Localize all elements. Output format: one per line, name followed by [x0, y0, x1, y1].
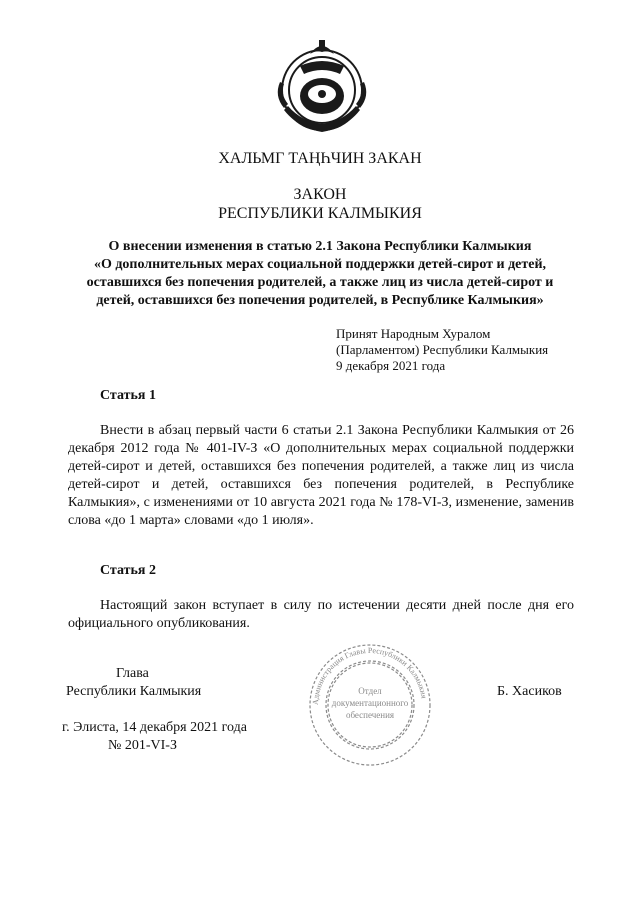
adoption-date: 9 декабря 2021 года — [336, 358, 446, 373]
place-date: г. Элиста, 14 декабря 2021 года — [62, 720, 247, 735]
article-2-heading: Статья 2 — [100, 563, 156, 578]
adoption-line: (Парламентом) Республики Калмыкия — [336, 342, 549, 357]
official-seal-icon — [300, 640, 440, 770]
subject-line: детей, оставшихся без попечения родителей, в Республике Калмыкия» — [96, 293, 544, 308]
law-title: ЗАКОН — [293, 186, 347, 203]
subject-line: оставшихся без попечения родителей, а также лиц из числа детей-сирот и — [86, 275, 554, 290]
kalmykia-emblem-icon — [270, 36, 374, 140]
signatory-title: Глава — [116, 666, 149, 681]
adoption-info — [336, 326, 548, 374]
signatory-name: Б. Хасиков — [497, 684, 562, 699]
kalmyk-title: ХАЛЬМГ ТАҢҺЧИН ЗАКАН — [218, 150, 422, 167]
article-1-text: Внести в абзац первый части 6 статьи 2.1 Закона Республики Калмыкия от 26 декабря 2012 года № 401-IV-З «О дополнительных мерах социальной поддержки детей-сирот и детей, оставшихся без попечения родителей, а также лиц из числа детей-сирот и детей, оставшихся без попечения родителей, в Республике Калмыкия», с изменениями от 10 августа 2021 года № 178-VI-З, изменение, заменив слова «до 1 марта» словами «до 1 июля». — [68, 423, 574, 528]
subject-line: «О дополнительных мерах социальной поддержки детей-сирот и детей, — [93, 257, 547, 272]
seal-center-line: Отдел — [358, 686, 382, 696]
article-2-text: Настоящий закон вступает в силу по истечении десяти дней после дня его официального опубликования. — [68, 598, 574, 631]
adoption-line: Принят Народным Хуралом — [336, 326, 491, 341]
law-title-republic: РЕСПУБЛИКИ КАЛМЫКИЯ — [218, 205, 422, 222]
seal-center-line: документационного — [331, 698, 409, 708]
article-1-heading: Статья 1 — [100, 388, 156, 403]
law-number: № 201-VI-З — [108, 738, 177, 753]
signatory-title-republic: Республики Калмыкия — [66, 684, 202, 699]
seal-ring-text: Администрация Главы Республики Калмыкия — [310, 645, 429, 706]
law-subject — [60, 238, 580, 310]
seal-center-line: обеспечения — [345, 710, 395, 720]
subject-line: О внесении изменения в статью 2.1 Закона Республики Калмыкия — [108, 239, 532, 254]
